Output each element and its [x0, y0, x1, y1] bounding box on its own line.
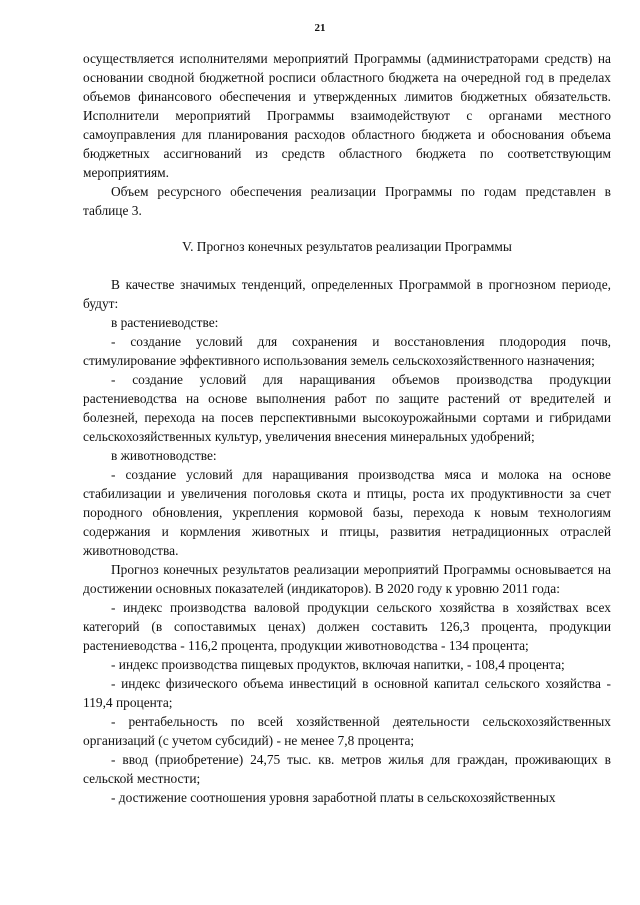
list-item: - создание условий для наращивания производства мяса и молока на основе стабилизации и увеличения поголовья скота и птицы, роста их продуктивности за счет породного обновления, укрепления кормовой базы, перехода к новым технологиям содержания и кормления животных и птицы, развития нетрадиционных отраслей животноводства.: [83, 467, 611, 558]
list-item: - индекс производства валовой продукции сельского хозяйства в хозяйствах всех категорий (в сопоставимых ценах) должен составить 126,3 процента, продукции растениеводства - 116,2 процента, продукции животноводства - 134 процента;: [83, 600, 611, 653]
list-item: - ввод (приобретение) 24,75 тыс. кв. метров жилья для граждан, проживающих в сельской местности;: [83, 752, 611, 786]
list-item: - достижение соотношения уровня заработной платы в сельскохозяйственных: [111, 790, 556, 805]
paragraph: в животноводстве:: [111, 448, 217, 463]
list-item: - рентабельность по всей хозяйственной деятельности сельскохозяйственных организаций (с учетом субсидий) - не менее 7,8 процента;: [83, 714, 611, 748]
paragraph: осуществляется исполнителями мероприятий Программы (администраторами средств) на основании сводной бюджетной росписи областного бюджета на очередной год в пределах объемов финансового обеспечения и утвержденных лимитов бюджетных обязательств. Исполнители мероприятий Программы взаимодействуют с органами местного самоуправления для планирования расходов областного бюджета и обоснования объема бюджетных ассигнований из средств областного бюджета по соответствующим мероприятиям.: [83, 51, 611, 180]
paragraph: Объем ресурсного обеспечения реализации Программы по годам представлен в таблице 3.: [83, 184, 611, 218]
list-item: - индекс физического объема инвестиций в основной капитал сельского хозяйства - 119,4 процента;: [83, 676, 611, 710]
page-number: 21: [314, 22, 326, 34]
section-heading: V. Прогноз конечных результатов реализации Программы: [182, 239, 512, 254]
paragraph: В качестве значимых тенденций, определенных Программой в прогнозном периоде, будут:: [83, 277, 611, 311]
list-item: - индекс производства пищевых продуктов, включая напитки, - 108,4 процента;: [111, 657, 565, 672]
list-item: - создание условий для сохранения и восстановления плодородия почв, стимулирование эффективного использования земель сельскохозяйственного назначения;: [83, 334, 611, 368]
paragraph: в растениеводстве:: [111, 315, 219, 330]
paragraph: Прогноз конечных результатов реализации мероприятий Программы основывается на достижении основных показателей (индикаторов). В 2020 году к уровню 2011 года:: [83, 562, 611, 596]
body-text: [83, 49, 611, 807]
list-item: - создание условий для наращивания объемов производства продукции растениеводства на основе выполнения работ по защите растений от вредителей и болезней, перехода на посев перспективными высокоурожайными сортами и гибридами сельскохозяйственных культур, увеличения внесения минеральных удобрений;: [83, 372, 611, 444]
